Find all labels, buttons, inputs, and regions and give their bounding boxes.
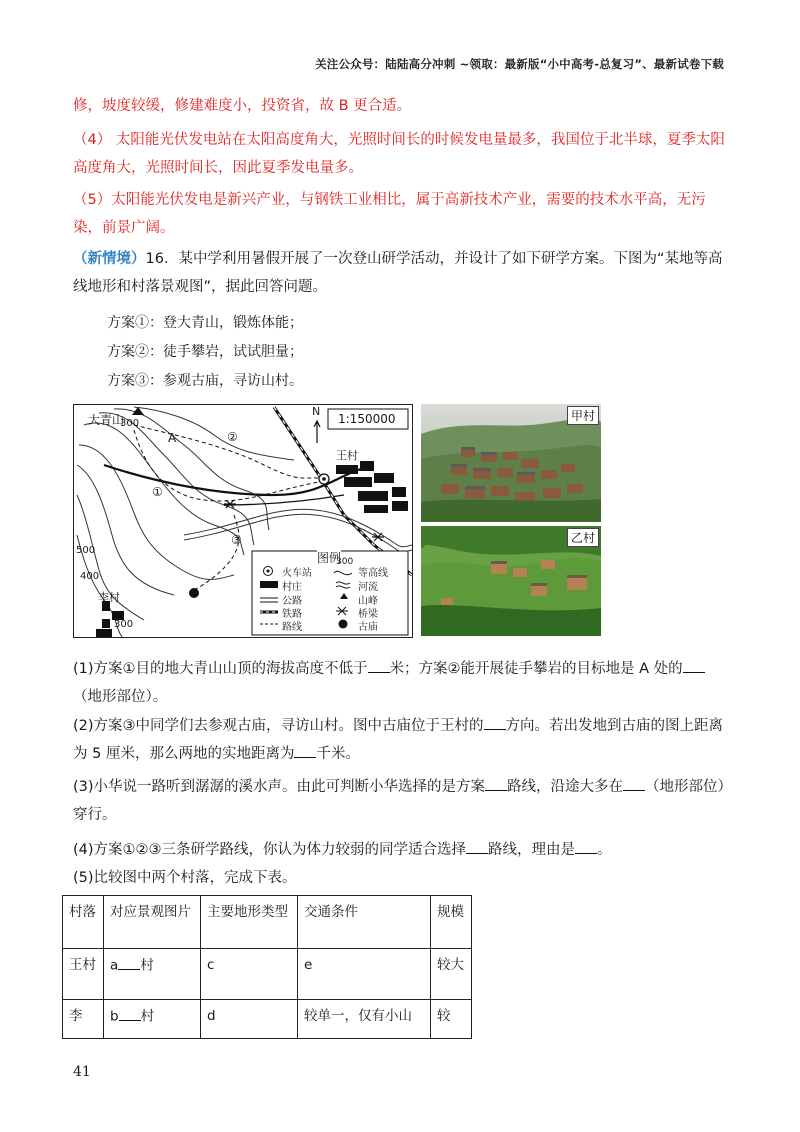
q1-part-c: （地形部位）。 — [73, 689, 168, 705]
answer-line-1: 修，坡度较缓，修建难度小，投资省，故 B 更合适。 — [73, 98, 412, 114]
page-number: 41 — [73, 1064, 91, 1080]
map-route-3: ③ — [231, 533, 242, 547]
q2-part-b: 方向。若出发地到古庙的图上距离为 5 厘米，那么两地的实地距离为 — [73, 718, 724, 762]
map-contour-300: 300 — [120, 418, 140, 429]
map-point-a: A — [168, 431, 177, 445]
plan-3: 方案③：参观古庙，寻访山村。 — [107, 373, 303, 389]
legend-road: 公路 — [282, 596, 302, 607]
answer-blank — [466, 839, 488, 855]
legend-river: 河流 — [358, 582, 378, 593]
sub-question-2 — [73, 712, 733, 768]
plan-2: 方案②：徒手攀岩，试试胆量； — [107, 344, 303, 360]
table-cell: 李 — [63, 1000, 104, 1039]
answer-item-4: （4） 太阳能光伏发电站在太阳高度角大，光照时间长的时候发电量最多，我国位于北半球，夏季太阳高度角大，光照时间长，因此夏季发电量多。 — [73, 132, 725, 176]
q3-part-a: (3)小华说一路听到潺潺的溪水声。由此可判断小华选择的是方案 — [73, 779, 486, 795]
comparison-table — [62, 895, 472, 1039]
question-tag: （新情境） — [73, 251, 146, 267]
sub-question-3 — [73, 773, 733, 829]
sub-question-4 — [73, 836, 733, 864]
plan-1: 方案①：登大青山，锻炼体能； — [107, 315, 303, 331]
contour-map — [73, 404, 413, 638]
table-header-cell: 主要地形类型 — [201, 896, 298, 949]
answer-blank — [485, 776, 507, 792]
q4-part-c: 。 — [597, 842, 612, 858]
legend-station: 火车站 — [282, 568, 312, 579]
legend-rail: 铁路 — [282, 609, 302, 620]
table-cell: 较 — [431, 1000, 472, 1039]
sub-question-5: (5)比较图中两个村落，完成下表。 — [73, 870, 297, 886]
map-peak-name: 大青山 — [88, 413, 125, 427]
table-header-row — [63, 896, 472, 949]
question-16 — [73, 245, 728, 301]
table-header-cell: 村落 — [63, 896, 104, 949]
map-route-1: ① — [152, 485, 163, 499]
q4-part-b: 路线，理由是 — [488, 842, 576, 858]
table-cell: 较大 — [431, 949, 472, 1000]
answer-blank — [683, 658, 705, 674]
q3-part-c: （地形部位）穿行。 — [73, 779, 733, 823]
q2-part-a: (2)方案③中同学们去参观古庙，寻访山村。图中古庙位于王村的 — [73, 718, 484, 734]
table-cell: b 村 — [104, 1000, 201, 1039]
legend-village: 村庄 — [282, 582, 302, 593]
page-header: 关注公众号：陆陆高分冲刺 ~领取：最新版“小中高考-总复习”、最新试卷下载 — [315, 57, 724, 71]
answer-blank — [118, 955, 140, 970]
table-cell: c — [201, 949, 298, 1000]
table-header-cell: 交通条件 — [298, 896, 431, 949]
sub-question-1 — [73, 655, 733, 711]
map-contour-500: 500 — [76, 545, 96, 556]
photo-label-jia: 甲村 — [567, 406, 599, 425]
answer-item-5: （5）太阳能光伏发电是新兴产业，与钢铁工业相比，属于高新技术产业，需要的技术水平高，无污染，前景广阔。 — [73, 192, 706, 236]
q1-part-b: 米；方案②能开展徒手攀岩的目标地是 A 处的 — [389, 661, 683, 677]
table-cell: a 村 — [104, 949, 201, 1000]
map-scale: 1:150000 — [338, 412, 396, 426]
legend-temple: 古庙 — [358, 622, 378, 633]
answer-blank — [368, 658, 390, 674]
table-header-cell: 对应景观图片 — [104, 896, 201, 949]
map-village-li: 李村 — [98, 591, 120, 604]
photo-village-jia — [421, 404, 601, 522]
table-header-cell: 规模 — [431, 896, 472, 949]
q1-part-a: (1)方案①目的地大青山山顶的海拔高度不低于 — [73, 661, 368, 677]
map-contour-400: 400 — [80, 571, 100, 582]
answer-blank — [119, 1006, 141, 1021]
legend-route: 路线 — [282, 622, 302, 633]
q2-part-c: 千米。 — [316, 746, 360, 762]
answer-blank — [623, 776, 645, 792]
table-row — [63, 949, 472, 1000]
question-text: 16．某中学利用暑假开展了一次登山研学活动，并设计了如下研学方案。下图为“某地等高线地形和村落景观图”，据此回答问题。 — [73, 251, 723, 295]
legend-contour-sample: 300 — [336, 557, 354, 567]
map-route-2: ② — [227, 430, 238, 444]
photo-village-yi — [421, 526, 601, 636]
legend-bridge: 桥梁 — [358, 609, 378, 620]
table-cell: d — [201, 1000, 298, 1039]
table-cell: 王村 — [63, 949, 104, 1000]
q4-part-a: (4)方案①②③三条研学路线，你认为体力较弱的同学适合选择 — [73, 842, 467, 858]
map-village-wang: 王村 — [336, 449, 358, 462]
legend-title: 图例 — [317, 551, 342, 565]
table-row — [63, 1000, 472, 1039]
table-cell: e — [298, 949, 431, 1000]
legend-peak: 山峰 — [358, 596, 378, 607]
photo-label-yi: 乙村 — [567, 528, 599, 547]
q3-part-b: 路线，沿途大多在 — [507, 779, 624, 795]
legend-contour: 等高线 — [358, 568, 388, 579]
table-cell: 较单一，仅有小山 — [298, 1000, 431, 1039]
answer-blank — [484, 715, 506, 731]
answer-blank — [294, 743, 316, 759]
answer-blank — [575, 839, 597, 855]
map-contour-300b: 300 — [114, 619, 134, 630]
north-arrow-icon: N — [312, 405, 321, 418]
